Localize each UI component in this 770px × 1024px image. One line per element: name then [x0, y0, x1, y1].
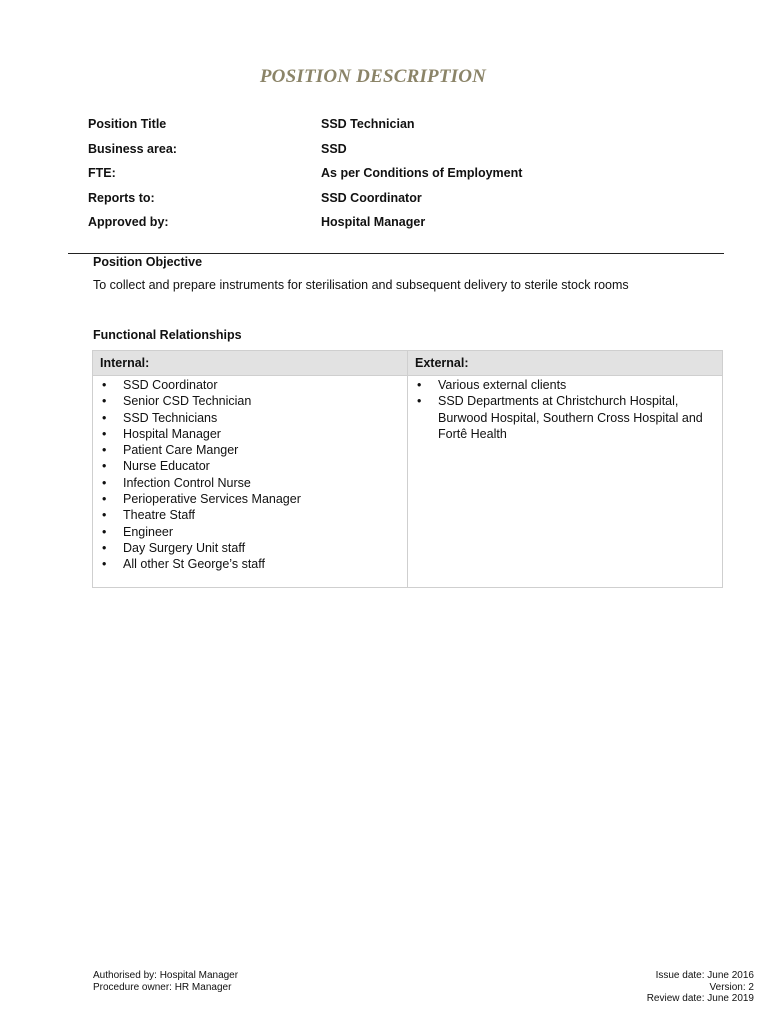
detail-row-business-area	[88, 137, 522, 162]
internal-column-header: Internal:	[93, 351, 408, 376]
internal-list	[93, 376, 407, 573]
detail-label: Position Title	[88, 117, 167, 132]
list-item: • SSD Coordinator	[102, 378, 218, 392]
position-objective-text: To collect and prepare instruments for sterilisation and subsequent delivery to sterile stock rooms	[93, 278, 629, 292]
issue-date: Issue date: June 2016	[655, 970, 754, 981]
list-item: • Perioperative Services Manager	[102, 492, 301, 507]
list-item: • All other St George’s staff	[102, 557, 265, 572]
list-item: • Patient Care Manger	[102, 443, 239, 458]
list-item: • Engineer	[102, 524, 174, 539]
detail-value: SSD Coordinator	[321, 190, 422, 205]
internal-cell	[93, 376, 408, 588]
detail-label: Approved by:	[88, 215, 169, 230]
detail-row-fte	[88, 161, 522, 186]
footer-left	[93, 970, 238, 993]
table-header-row	[93, 351, 723, 376]
list-item: • Various external clients	[417, 378, 567, 392]
list-item: • Infection Control Nurse	[102, 475, 251, 490]
detail-label: Reports to:	[88, 190, 155, 205]
external-list	[408, 376, 722, 442]
list-item: • Hospital Manager	[102, 426, 221, 441]
detail-row-position-title	[88, 112, 522, 137]
functional-relationships-heading: Functional Relationships	[93, 328, 242, 342]
detail-label: FTE:	[88, 166, 116, 181]
detail-value: SSD Technician	[321, 117, 415, 132]
section-divider	[68, 253, 724, 254]
external-cell	[408, 376, 723, 588]
list-item: • Nurse Educator	[102, 459, 210, 474]
detail-value: As per Conditions of Employment	[321, 166, 523, 181]
version: Version: 2	[709, 981, 754, 993]
external-column-header: External:	[408, 351, 723, 376]
detail-value: Hospital Manager	[321, 215, 426, 230]
detail-value: SSD	[321, 141, 347, 156]
table-row	[93, 376, 723, 588]
position-details	[88, 112, 522, 235]
detail-row-reports-to	[88, 186, 522, 211]
authorised-by: Authorised by: Hospital Manager	[93, 970, 239, 981]
list-item: • Senior CSD Technician	[102, 394, 252, 409]
list-item: • Theatre Staff	[102, 508, 196, 523]
review-date: Review date: June 2019	[646, 993, 754, 1004]
footer-right	[647, 970, 754, 1005]
list-item: • SSD Technicians	[102, 410, 218, 425]
procedure-owner: Procedure owner: HR Manager	[93, 981, 232, 993]
detail-row-approved-by	[88, 210, 522, 235]
document-title: POSITION DESCRIPTION	[259, 66, 487, 87]
detail-label: Business area:	[88, 141, 177, 156]
functional-relationships-table	[92, 350, 723, 588]
position-objective-heading: Position Objective	[93, 255, 203, 269]
list-item: • SSD Departments at Christchurch Hospital, Burwood Hospital, Southern Cross Hospital and Fortê Health	[417, 394, 703, 441]
list-item: • Day Surgery Unit staff	[102, 540, 246, 555]
